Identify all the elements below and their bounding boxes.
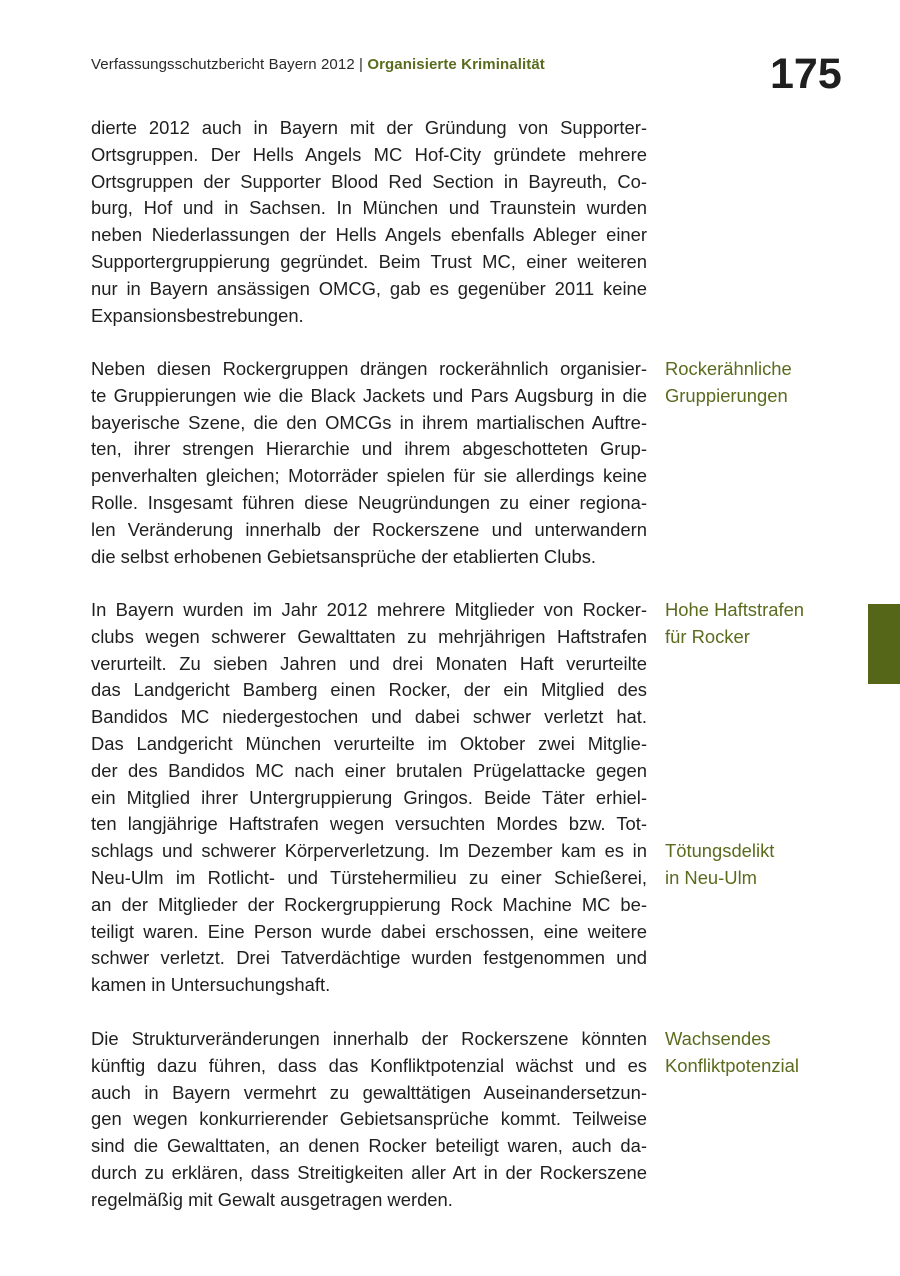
text-line: auch in Bayern vermehrt zu gewalttätigen Auseinandersetzun- <box>91 1081 647 1103</box>
text-line: das Landgericht Bamberg einen Rocker, der ein Mitglied des <box>91 679 647 701</box>
text-line: durch zu erklären, dass Streitigkeiten aller Art in der Rockerszene <box>91 1161 647 1183</box>
margin-note-konfliktpotenzial <box>665 1026 865 1080</box>
text-line: Expansionsbestrebungen. <box>91 304 304 326</box>
text-line: ten langjährige Haftstrafen wegen versuchten Mordes bzw. Tot- <box>91 813 647 835</box>
margin-note-line: Konfliktpotenzial <box>665 1054 799 1076</box>
margin-note-line: Hohe Haftstrafen <box>665 599 805 620</box>
text-line: In Bayern wurden im Jahr 2012 mehrere Mitglieder von Rocker- <box>91 599 647 620</box>
margin-note-rockeraehnliche-gruppierungen <box>665 356 865 410</box>
text-line: Ortsgruppen der Supporter Blood Red Section in Bayreuth, Co- <box>91 170 647 192</box>
text-line: te Gruppierungen wie die Black Jackets und Pars Augsburg in die <box>91 384 647 406</box>
text-line: Die Strukturveränderungen innerhalb der Rockerszene könnten <box>91 1028 647 1049</box>
paragraph-3 <box>91 597 647 999</box>
margin-note-line: Wachsendes <box>665 1028 771 1049</box>
header-separator: | <box>354 56 368 73</box>
text-line: schwer verletzt. Drei Tatverdächtige wurden festgenommen und <box>91 947 647 969</box>
text-line: Das Landgericht München verurteilte im Oktober zwei Mitglie- <box>91 732 647 754</box>
text-line: kamen in Untersuchungshaft. <box>91 974 331 996</box>
text-line: der des Bandidos MC nach einer brutalen Prügelattacke gegen <box>91 759 647 781</box>
report-title: Verfassungsschutzbericht Bayern 2012 <box>91 56 355 73</box>
text-line: burg, Hof und in Sachsen. In München und Traunstein wurden <box>91 197 647 219</box>
text-line: bayerische Szene, die den OMCGs in ihrem martialischen Auftre- <box>91 411 647 433</box>
text-line: teiligt waren. Eine Person wurde dabei erschossen, eine weitere <box>91 920 647 942</box>
text-line: Rolle. Insgesamt führen diese Neugründungen zu einer regiona- <box>91 491 647 513</box>
margin-note-hohe-haftstrafen <box>665 597 865 651</box>
text-line: ein Mitglied ihrer Untergruppierung Gringos. Beide Täter erhiel- <box>91 786 647 808</box>
paragraph-2 <box>91 356 647 570</box>
text-line: Neu-Ulm im Rotlicht- und Türstehermilieu zu einer Schießerei, <box>91 866 647 888</box>
paragraph-1 <box>91 115 647 329</box>
text-line: Ortsgruppen. Der Hells Angels MC Hof-City gründete mehrere <box>91 143 647 165</box>
text-line: künftig dazu führen, dass das Konfliktpotenzial wächst und es <box>91 1054 647 1076</box>
text-line: an der Mitglieder der Rockergruppierung Rock Machine MC be- <box>91 893 647 915</box>
text-line: clubs wegen schwerer Gewalttaten zu mehrjährigen Haftstrafen <box>91 625 647 647</box>
margin-note-line: in Neu-Ulm <box>665 866 757 888</box>
running-header <box>91 56 545 73</box>
text-line: die selbst erhobenen Gebietsansprüche der etablierten Clubs. <box>91 545 597 567</box>
margin-note-line: Gruppierungen <box>665 384 788 406</box>
page-number: 175 <box>770 50 842 98</box>
chapter-tab-marker <box>868 604 900 684</box>
text-line: verurteilt. Zu sieben Jahren und drei Monaten Haft verurteilte <box>91 652 647 674</box>
margin-note-line: Tötungsdelikt <box>665 840 775 861</box>
text-line: regelmäßig mit Gewalt ausgetragen werden. <box>91 1188 453 1210</box>
paragraph-4 <box>91 1026 647 1214</box>
text-line: Bandidos MC niedergestochen und dabei schwer verletzt hat. <box>91 706 647 728</box>
text-line: dierte 2012 auch in Bayern mit der Gründung von Supporter- <box>91 117 647 138</box>
text-line: neben Niederlassungen der Hells Angels ebenfalls Ableger einer <box>91 224 647 246</box>
text-line: Supportergruppierung gegründet. Beim Trust MC, einer weiteren <box>91 250 647 272</box>
margin-note-line: für Rocker <box>665 625 750 647</box>
text-line: ten, ihrer strengen Hierarchie und ihrem abgeschotteten Grup- <box>91 438 647 460</box>
text-line: len Veränderung innerhalb der Rockerszene und unterwandern <box>91 518 647 540</box>
text-line: sind die Gewalttaten, an denen Rocker beteiligt waren, auch da- <box>91 1135 647 1157</box>
text-line: nur in Bayern ansässigen OMCG, gab es gegenüber 2011 keine <box>91 277 647 299</box>
text-line: gen wegen konkurrierender Gebietsansprüche kommt. Teilweise <box>91 1108 647 1130</box>
chapter-title: Organisierte Kriminalität <box>367 56 545 73</box>
margin-note-line: Rockerähnliche <box>665 358 792 379</box>
text-line: schlags und schwerer Körperverletzung. Im Dezember kam es in <box>91 840 647 862</box>
text-line: penverhalten gleichen; Motorräder spielen für sie allerdings keine <box>91 465 647 487</box>
text-line: Neben diesen Rockergruppen drängen rockerähnlich organisier- <box>91 358 647 379</box>
margin-note-toetungsdelikt <box>665 838 865 892</box>
